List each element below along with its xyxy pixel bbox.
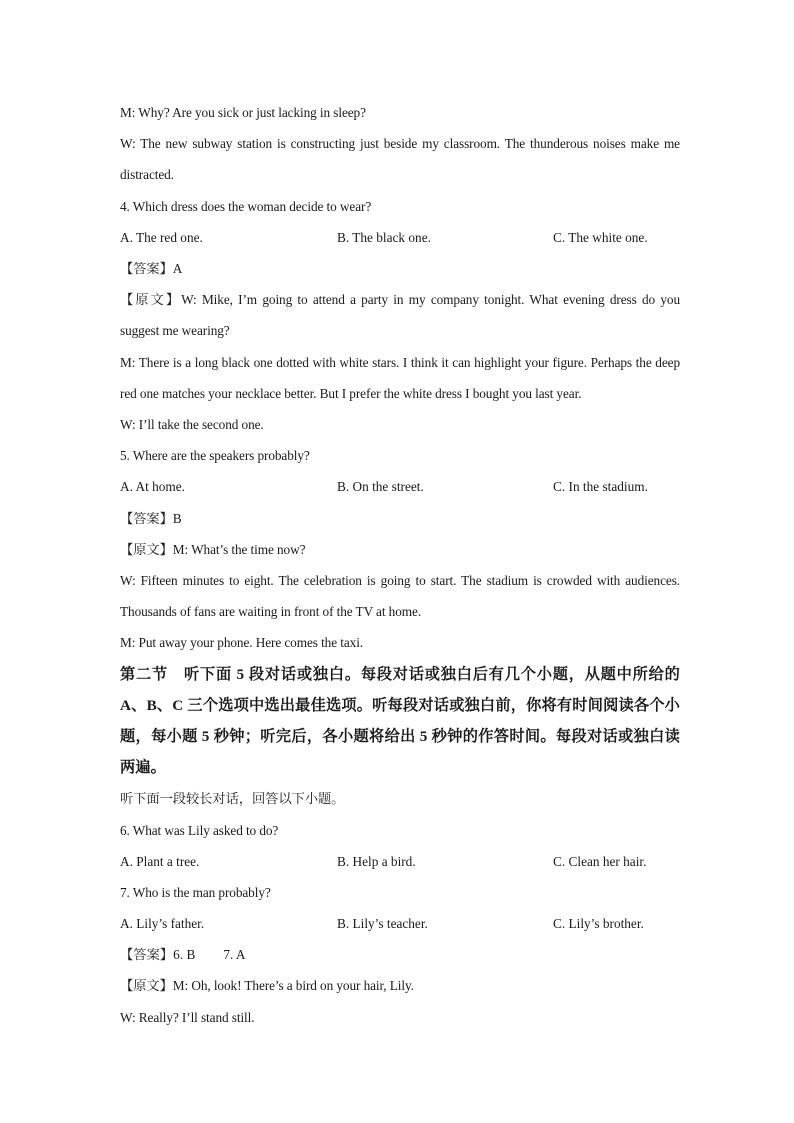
option-a: A. Lily’s father.	[120, 916, 205, 932]
option-c: C. Lily’s brother.	[553, 916, 644, 932]
transcript-line: 【原文】W: Mike, I’m going to attend a party in my company tonight. What evening dress do you suggest me wearing?	[120, 292, 680, 339]
question-4: 4. Which dress does the woman decide to wear?	[120, 198, 372, 214]
answer-7: 7. A	[223, 947, 246, 963]
question-4-options	[120, 222, 680, 253]
option-c: C. The white one.	[553, 229, 648, 245]
dialogue-line: M: Why? Are you sick or just lacking in sleep?	[120, 105, 366, 120]
transcript-line: M: Put away your phone. Here comes the taxi.	[120, 635, 364, 651]
section-instruction: 听下面一段较长对话，回答以下小题。	[120, 791, 345, 807]
question-6: 6. What was Lily asked to do?	[120, 822, 279, 838]
answer-6-7	[120, 939, 680, 970]
option-a: A. Plant a tree.	[120, 853, 200, 869]
transcript-line: W: Really? I’ll stand still.	[120, 1009, 255, 1025]
dialogue-line: W: The new subway station is constructing just beside my classroom. The thunderous noises make me distracted.	[120, 136, 680, 183]
option-a: A. At home.	[120, 479, 186, 495]
question-5-options	[120, 471, 680, 502]
option-c: C. In the stadium.	[553, 479, 648, 495]
transcript-line: 【原文】M: Oh, look! There’s a bird on your hair, Lily.	[120, 978, 414, 994]
option-c: C. Clean her hair.	[553, 853, 647, 869]
question-7: 7. Who is the man probably?	[120, 884, 271, 900]
option-a: A. The red one.	[120, 229, 203, 245]
transcript-line: 【原文】M: What’s the time now?	[120, 541, 306, 557]
transcript-line: W: Fifteen minutes to eight. The celebration is going to start. The stadium is crowded with audiences. Thousands of fans are waiting in front of the TV at home.	[120, 572, 680, 620]
option-b: B. Help a bird.	[337, 853, 416, 869]
question-5: 5. Where are the speakers probably?	[120, 448, 310, 464]
question-7-options	[120, 908, 680, 939]
option-b: B. The black one.	[337, 229, 431, 245]
document-page	[120, 97, 680, 1033]
section-2-heading: 第二节 听下面 5 段对话或独白。每段对话或独白后有几个小题，从题中所给的 A、B、C 三个选项中选出最佳选项。听每段对话或独白前，你将有时间阅读各个小题，每小题 5 秒钟；听完后，各小题将给出 5 秒钟的作答时间。每段对话或独白读两遍。	[120, 665, 680, 777]
answer-6: 【答案】6. B	[120, 947, 196, 963]
transcript-line: M: There is a long black one dotted with white stars. I think it can highlight your figure. Perhaps the deep red one matches your necklace better. But I prefer the white dress I bought you last year.	[120, 354, 680, 401]
transcript-line: W: I’ll take the second one.	[120, 416, 264, 432]
answer-5: 【答案】B	[120, 510, 182, 526]
option-b: B. On the street.	[337, 479, 424, 495]
answer-4: 【答案】A	[120, 260, 183, 276]
question-6-options	[120, 846, 680, 877]
option-b: B. Lily’s teacher.	[337, 916, 428, 932]
